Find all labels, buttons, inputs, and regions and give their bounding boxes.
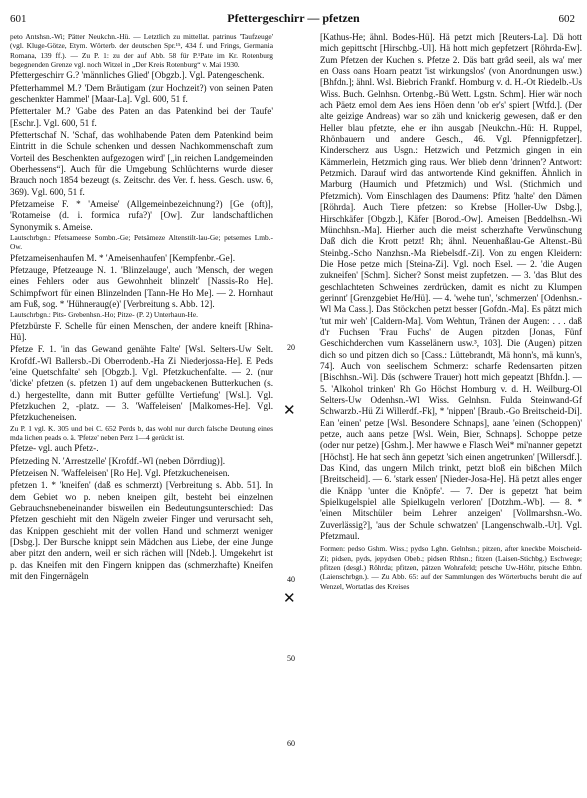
margin-cross-mark: ✕: [283, 403, 296, 419]
page-number-right: 602: [558, 13, 575, 25]
entry-text: Pfetzeisen N. 'Waffeleisen' [Ro He]. Vgl. Pfetzkucheneisen.: [10, 467, 230, 478]
page-number-left: 601: [10, 13, 27, 25]
entry-text: pfetzen 1. * 'kneifen' (daß es schmerzt) [Verbreitung s. Abb. 51]. In dem Gebiet wo p. neben kneipen gilt, besteht bei einzelnen Gebrauchsnebeneinander bisweilen ein Bedeutungsunterschied: Das Pfetzen geschieht mit den Nägeln zweier Finger und verursacht seh, das Knippen geschieht mit der vollen Hand und schmerzt weniger [Dsbg.]. Der Bursche knippt sein Mädchen aus Liebe, der eine Junge aber pitzt den andern, weil er sich rächen will [Ndeb.]. Umgekehrt ist p. das Kneifen mit den Fingern knippen das (schmerzhafte) Kneifen mit den Fingernägeln: [10, 480, 273, 582]
margin-cross-mark: ✕: [283, 591, 296, 607]
entry-text: Pfetterhammel M.? 'Dem Bräutigam (zur Hochzeit?) von seinen Paten geschenkter Hammel' [Maar-La]. Vgl. 600, 51 f.: [10, 82, 273, 104]
entry-text: Pfetzameise F. * 'Ameise' (Allgemeinbezeichnung?) [Ge (oft)], 'Rotameise (d. i. formica rufa?)' [Ow]. Zur landschaftlichen Synonymik s. Ameise.: [10, 198, 273, 232]
page-title: Pfettergeschirr — pfetzen: [227, 11, 360, 25]
entry-text: Pfetze- vgl. auch Pfetz-.: [10, 443, 99, 454]
entry-text: Pfettertaler M.? 'Gabe des Paten an das Patenkind bei der Taufe' [Eschr.]. Vgl. 600, 51 f.: [10, 106, 273, 128]
entry-text: [Kathus-He; ähnl. Bodes-Hü]. Hä petzt mich [Reuters-La]. Dä hott mich gepittscht [Hirschbg.-Ul]. Hä hott mich gepfetzert [Röhrda-Ew]. Zum Pfetzen der Kuchen s. Pfetze 2. Däs batt grâd seeil, als wa' mer en Oass oans Hoarn peatzt 'ist wirkungslos' (von Anordnungen usw.) [Bhfdn.]; ähnl. Wsl. Biebrich Frankf. Homburg v. d. H.-Ot Riedelb.-Us Wiss. Buch. Gelnhsn. Ortenbg.-Bü Wett. Lgstn. Schm]. Hier wär noch ach Päetz emol dem Aes iens Höen denn 'ob er's' spiert [Wtfd.]. (Der alte geizige Andreas) war so zäh und knickerig gewesen, daß er den Heller blau pfetzte, ehe er ihn ausgab [Neukchn.-Hü: H. Ruppel, Rhönbauern und andere Gesch., 46. Vgl. Pfennigpfetzer]. Kinderscherz aus Usgn.: Hetzwich und Petzmich gingen in ein Kämmerlein, Hetzmich ging raus. Wer blieb denn 'drinnen'? Antwort: Petzmich. Darauf wird das antwortende Kind gekniffen. Ähnlich in Marburg (Haumich und Pfetzmich) und Wsl. (Stichmich und Pfetzmich). Vom Einschlagen des Daumens: Pfitz 'halte' den Dämen [Röhrda]. Auch Tiere pfetzen: so Krebse [Holler-Uw Dsbg.], Hirschkäfer [Obgzb.], Käfer [Borod.-Ow]. Ameisen [Beddelhsn.-Wi Münchhsn.-Ma]. Hierher auch die meist scherzhafte Verwünschung Daß dich die Krott petzt! Rh; ähnl. Neuenhaßlau-Ge Altenst.-Bü Steinbg.-Scho Nanzhsn.-Ma Riebelsdf.-Zi]. Von zu engen Kleidern: Die Hose petze mich [Steina-Zi]. Vgl. noch Esel. — 2. 'die Augen zukneifen' [Schm]. Sicher? Sonst meist zupfetzen. — 3. 'das Blut des geschlachteten Schweines zerdrücken, damit es nicht zu Klumpen gerinnt' [Grenzgebiet He/Hü]. — 4. 'wehe tun', 'schmerzen' [Odenhsn.-Wl Ma Cass.]. Das Stöckchen petzt besser [Gofdn.-Ma]. Es pätzt mich 'tut mir weh' [Caldern-Ma]. Vom Wehtun, Tränen der Augen: . . . daß d'r Fuchsen 'Frau Fuchs' de Augen pitzden [Jonas, Fünf Geschichderchen vum Kasselänern usw.³, 103]. Die (Augen) pitzen dich so und pitzen dich so [Cass.: Lüttebrandt, Mä honn's, mä kunn's, 74]. Auch von seelischem Schmerz: scharfe Redensarten pitzen [Bischhsn.-Wi]. Däs (schwere Trauer) hott mich gepeatzt [Bhfdn.]. — 5. 'Alkohol trinken' Rh Go Höchst Homburg v. d. H. Weilburg-Ol Selters-Uw Odenhsn.-Wl Wiss. Gelnhsn. Fulda Steinwand-Gf Schwarzb.-Hü Zi Willerdf.-Fk], * 'nippen' [Braub.-Go Breitscheid-Di]. Ean 'einen' petze [Wsl. Besondere Schnaps], aane 'einen (Schoppen)' petze, auch aans petze [Wsl. Wein, Bier, Schnaps]. Schoppe petze (oder nur petze) [Gshm.]. Mer hawwe e Flasch Wei* mi'nanner gepetzt [Höchst]. He hat sech änn gepetzt 'sich einen angetrunken' [Willersdf.]. Das Kind, das ungern Milch trinkt, petzt bloß ein bißchen Milch [Breitscheid]. — 6. 'stark essen' [Nieder-Josa-He]. Hä petzt alles enger die Knäpp 'unter die Knöpfe'. — 7. Der is gepetzt 'hat beim Spielkugelspiel alle Spielkugeln verloren' [Dotzhm.-Wb]. — 8. * 'einen Mitschüler beim Lehrer anzeigen' [Vollmarshsn.-Wo. Zuverlässig?], 'aus der Schule schwatzen' [Langenschwalb.-Ut]. Vgl. Pfetzmaul.: [320, 32, 582, 542]
entry-text: Pfetze F. 1. 'in das Gewand genähte Falte' [Wsl. Selters-Uw Selt. Krofdf.-Wl Ballersb.-Di Oberrodenb.-Ha Zi Niederjossa-He]. E Peds 'eine Quetschfalte' seh [Obgzb.]. Vgl. Pfetzkuchenfalte. — 2. (nur 'dicke' pfetzen (s. pfetzen 1) auf dem ungebackenen Butterkuchen (s. d.) hergestellte, dann mit Butter gefüllte Vertiefung' [Wsl.]. Vgl. Pfetzkuchen 2, -platz. — 3. 'Waffeleisen' [Malkomes-He]. Vgl. Pfetzkucheneisen.: [10, 344, 273, 423]
entry-text: Pfettergeschirr G.? 'männliches Glied' [Obgzb.]. Vgl. Patengeschenk.: [10, 70, 265, 81]
entry-text: Pfetzbürste F. Schelle für einen Menschen, der andere kneift [Rhina-Hü].: [10, 320, 273, 342]
entry-text: Formen: pedso Gshm. Wiss.; pydso Lghn. Gelnhsn.; pitzen, after kneckbe Moischeid-Zi; pidsen, pyds, jepydsen Obeb.; pidsen Rhhsn.; fitzen (Laisen-Stichbg.) Eschwege; pfitzen (desgl.) Röhrda; pfitzen, pätzen Wohrafeld; petsche Uw-Höhr, pitsche Ethbn. (Laienschrbgn.). — Zu Abb. 65: auf der Sammlungen des Wörterbuchs beruht die auf Wenzel, Wortatlas des Kreises: [320, 544, 582, 591]
entry-text: Zu P. 1 vgl. K. 305 und bei C. 652 Perds b, das wohl nur durch falsche Deutung eines mda lichen peads o. ä. 'Pfetze' neben Perz 1—4 gerückt ist.: [10, 423, 273, 442]
line-number: 40: [287, 575, 295, 584]
line-number: 50: [287, 654, 295, 663]
left-column: [10, 32, 273, 582]
right-column: [320, 32, 582, 591]
entry-text: peto Antshsn.-Wi; Pätter Neukchn.-Hü. — Letztlich zu mittellat. patrinus 'Taufzeuge' (vgl. Kluge-Götze, Etym. Wörterb. der deutschen Spr.¹⁵, 434 f. und Frings, Germania Romana, 139 ff.). — Zu P. 1: zu der auf Abb. 58 für P.¹Pate im Kr. Rotenburg begegnenden Grenze vgl. noch Witzel in „Der Kreis Rotenburg“ v. Mai 1930.: [10, 32, 273, 69]
line-number: 60: [287, 739, 295, 748]
entry-text: Pfetzameisenhaufen M. * 'Ameisenhaufen' [Kempfenbr.-Ge].: [10, 252, 236, 263]
line-number: 20: [287, 343, 295, 352]
entry-text: Lautschrbgn.: Pits- Grebenhsn.-Ho; Pitze- (P. 2) Unterhaun-He.: [10, 310, 199, 320]
entry-text: Lautschrbgn.: Pfetsameese Sombn.-Ge; Petsämeze Altenstilt-lau-Ge; petsemes Lmb.-Ow.: [10, 233, 273, 252]
entry-text: Pfetzauge, Pfetzeauge N. 1. 'Blinzelauge', auch 'Mensch, der wegen eines Fehlers oder aus Gewohnheit blinzelt' [Nassis-Ro He]. Schimpfwort für einen Blinzelnden [Tann-He Ho Me]. — 2. Hornhaut am Fuß, sog. * 'Hühneraug(e)' [Verbreitung s. Abb. 12].: [10, 264, 273, 309]
entry-text: Pfettertschaf N. 'Schaf, das wohlhabende Paten dem Patenkind beim Eintritt in die Schule schenken und dessen Nachkommenschaft zum Vorteil des Beschenkten aufgezogen wird' [„in reichen Landgemeinden Oberhessens“]. Auch für die Umgebung Schlüchterns wurde dieser Brauch noch 1854 bezeugt (s. Zeitschr. des Ver. f. hess. Gesch. usw. 6, 369). Vgl. 600, 51 f.: [10, 129, 273, 197]
entry-text: Pfetzeding N. 'Arrestzelle' [Krofdf.-Wl (neben Dörrdiug)].: [10, 455, 226, 466]
